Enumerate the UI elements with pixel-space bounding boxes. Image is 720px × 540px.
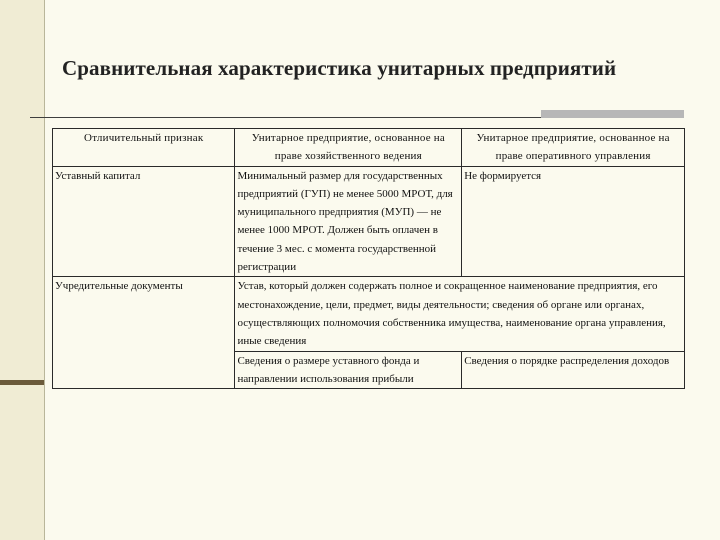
capital-operational-cell: Не формируется	[462, 166, 685, 277]
capital-economic-cell: Минимальный размер для государственных предприятий (ГУП) не менее 5000 МРОТ, для муниципального предприятия (МУП) — не менее 1000 МРОТ. Должен быть оплачен в течение 3 мес. с момента государственной регистрации	[235, 166, 462, 277]
table-row	[53, 166, 685, 277]
row-label-capital: Уставный капитал	[53, 166, 235, 277]
documents-economic-cell: Сведения о размере уставного фонда и направлении использования прибыли	[235, 351, 462, 389]
left-divider-line	[44, 0, 45, 540]
row-label-documents: Учредительные документы	[53, 277, 235, 389]
title-underline-bar	[541, 110, 684, 118]
table-row	[53, 277, 685, 351]
slide-title: Сравнительная характеристика унитарных предприятий	[62, 56, 617, 80]
documents-operational-cell: Сведения о порядке распределения доходов	[462, 351, 685, 389]
documents-common-cell: Устав, который должен содержать полное и сокращенное наименование предприятия, его местонахождение, цели, предмет, виды деятельности; сведения об органе или органах, осуществляющих полномочия собственника имущества, наименование органа управления, иные сведения	[235, 277, 685, 351]
header-cell-operational-management: Унитарное предприятие, основанное на праве оперативного управления	[462, 129, 685, 167]
header-cell-economic-management: Унитарное предприятие, основанное на праве хозяйственного ведения	[235, 129, 462, 167]
left-decor-accent	[0, 380, 44, 385]
header-cell-feature: Отличительный признак	[53, 129, 235, 167]
table-header-row	[53, 129, 685, 167]
left-decor-strip	[0, 0, 44, 540]
comparison-table	[52, 128, 685, 389]
